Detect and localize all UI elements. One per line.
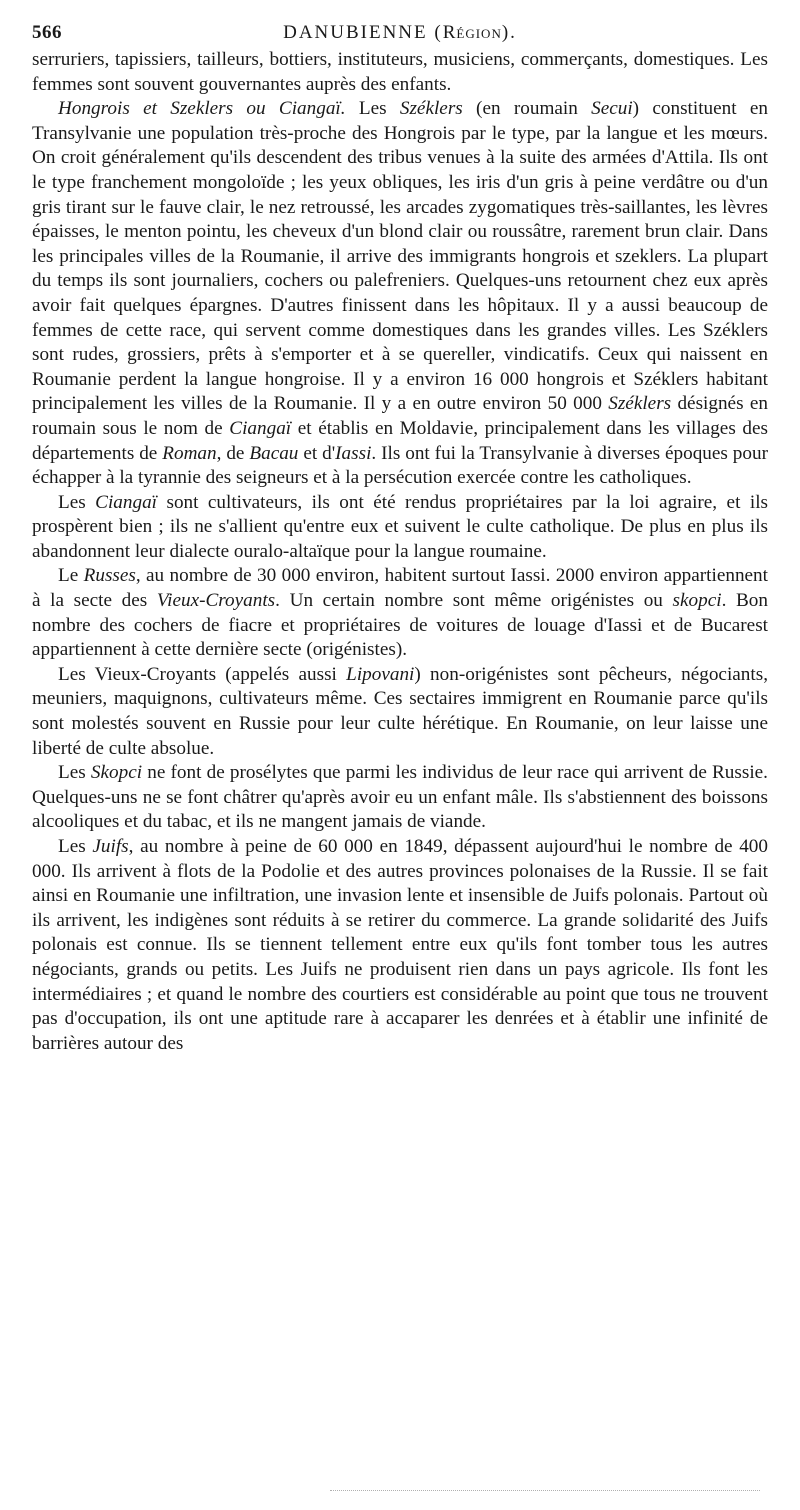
italic-term: Russes — [83, 565, 136, 587]
text-run: . Ils ont fui la Transylvanie à diverses époques pour échapper à la tyrannie des seigneurs et à la persécution exercée contre les catholiques. — [32, 442, 768, 489]
italic-term: Széklers — [608, 393, 672, 415]
running-title-open: ( — [434, 22, 443, 43]
paragraph-vieux-croyants — [32, 663, 768, 761]
italic-term: skopci — [672, 590, 722, 612]
text-run: ne font de prosélytes que parmi les individus de leur race qui arrivent de Russie. Quelques-uns ne se font châtrer qu'après avoir eu un enfant mâle. Ils s'abstiennent des boissons alcooliques et du tabac, et ils ne mangent jamais de viande. — [32, 762, 768, 833]
running-title-main: DANUBIENNE — [283, 22, 428, 43]
paragraph-text: serruriers, tapissiers, tailleurs, bottiers, instituteurs, musiciens, commerçants, domestiques. Les femmes sont souvent gouvernantes auprès des enfants. — [32, 49, 768, 95]
italic-term: Széklers — [399, 98, 463, 120]
text-run: . Bon nombre des cochers de fiacre et propriétaires de voitures de louage d'Iassi et de Bucarest appartiennent à cette dernière secte (origénistes). — [32, 590, 768, 661]
section-heading: Hongrois et Szeklers ou Ciangaï. — [58, 98, 346, 120]
text-run: Les Vieux-Croyants (appelés aussi — [58, 663, 347, 685]
running-head — [32, 14, 768, 48]
paragraph-russes — [32, 564, 768, 662]
body-text — [32, 48, 768, 1056]
italic-term: Lipovani — [346, 663, 415, 685]
text-run: Les — [345, 98, 400, 120]
text-run: (en roumain — [462, 98, 592, 120]
text-run: . Un certain nombre sont même origénistes ou — [275, 590, 673, 612]
paragraph-juifs — [32, 835, 768, 1056]
running-title-sub: Région — [442, 22, 502, 43]
italic-term: Ciangaï — [229, 417, 292, 439]
text-run: , au nombre de 30 000 environ, habitent surtout Iassi. 2000 environ appartiennent à la secte des — [32, 565, 768, 612]
italic-term: Iassi — [335, 442, 372, 464]
italic-term: Vieux-Croyants — [156, 590, 276, 612]
page-number: 566 — [32, 22, 62, 43]
text-run: et d' — [298, 442, 336, 464]
paragraph-continuation — [32, 48, 768, 97]
text-run: ) non-origénistes sont pêcheurs, négociants, meuniers, maquignons, cultivateurs même. Ces sectaires immigrent en Roumanie parce qu'ils sont molestés souvent en Russie pour leur culte hérétique. En Roumanie, on leur laisse une liberté de culte absolue. — [32, 663, 768, 759]
text-run: , de — [216, 442, 250, 464]
italic-term: Juifs — [92, 836, 129, 857]
text-run: sont cultivateurs, ils ont été rendus propriétaires par la loi agraire, et ils prospèrent bien ; ils ne s'allient qu'entre eux et suivent le culte catholique. De plus en plus ils abandonnent leur dialecte ouralo-altaïque pour la langue roumaine. — [32, 491, 768, 562]
italic-term: Roman — [162, 442, 217, 464]
paragraph-skopci — [32, 761, 768, 835]
running-title-close: ). — [501, 22, 517, 43]
text-run: , au nombre à peine de 60 000 en 1849, dépassent aujourd'hui le nombre de 400 000. Ils arrivent à flots de la Podolie et des autres provinces polonaises de la Russie. Il se fait ainsi en Roumanie une infiltration, une invasion lente et insensible de Juifs polonais. Partout où ils arrivent, les indigènes sont réduits à se retirer du commerce. La grande solidarité des Juifs polonais est connue. Ils se tiennent tellement entre eux qu'ils font tomber tous les autres négociants, grands ou petits. Les Juifs ne produisent rien dans un pays agricole. Ils font les intermédiaires ; et quand le nombre des courtiers est considérable au point que tous ne trouvent pas d'occupation, ils ont une aptitude rare à accaparer les denrées et à établir une infinité de barrières autour des — [32, 836, 768, 1054]
paragraph-ciangai — [32, 491, 768, 565]
text-run: et établis en Moldavie, principalement dans les villages des départements de — [32, 417, 768, 464]
text-run: Les — [58, 762, 91, 784]
text-run: Les — [58, 836, 93, 857]
text-run: ) constituent en Transylvanie une population très-proche des Hongrois par le type, par la langue et les mœurs. On croit généralement qu'ils descendent des tribus venues à la suite des armées d'Attila. Ils ont le type franchement mongoloïde ; les yeux obliques, les iris d'un gris à peine verdâtre ou d'un gris tirant sur le fauve clair, le nez retroussé, les arcades zygomatiques très-saillantes, les lèvres épaisses, le menton pointu, les cheveux d'un blond clair ou roussâtre, rarement brun clair. Dans les principales villes de la Roumanie, il arrive des immigrants hongrois et szeklers. La plupart du temps ils sont journaliers, cochers ou palefreniers. Quelques-uns retournent chez eux après avoir fait quelques épargnes. D'autres finissent dans les hôpitaux. Il y a aussi beaucoup de femmes de cette race, qui servent comme domestiques dans les grandes villes. Les Széklers sont rudes, grossiers, prêts à s'emporter et à se quereller, vindicatifs. Ceux qui naissent en Roumanie perdent la langue hongroise. Il y a environ 16 000 hongrois et Széklers habitant principalement les villes de la Roumanie. Il y a en outre environ 50 000 — [32, 98, 768, 415]
text-run: Les — [58, 491, 96, 513]
text-run: désignés en roumain sous le nom de — [32, 393, 768, 439]
paragraph-hongrois-szeklers — [32, 97, 768, 491]
text-run: Le — [58, 565, 84, 587]
italic-term: Skopci — [90, 762, 143, 784]
bottom-rule — [330, 1490, 760, 1491]
italic-term: Bacau — [249, 442, 299, 464]
running-title — [32, 22, 768, 44]
italic-term: Secui — [591, 98, 633, 120]
italic-term: Ciangaï — [95, 491, 158, 513]
